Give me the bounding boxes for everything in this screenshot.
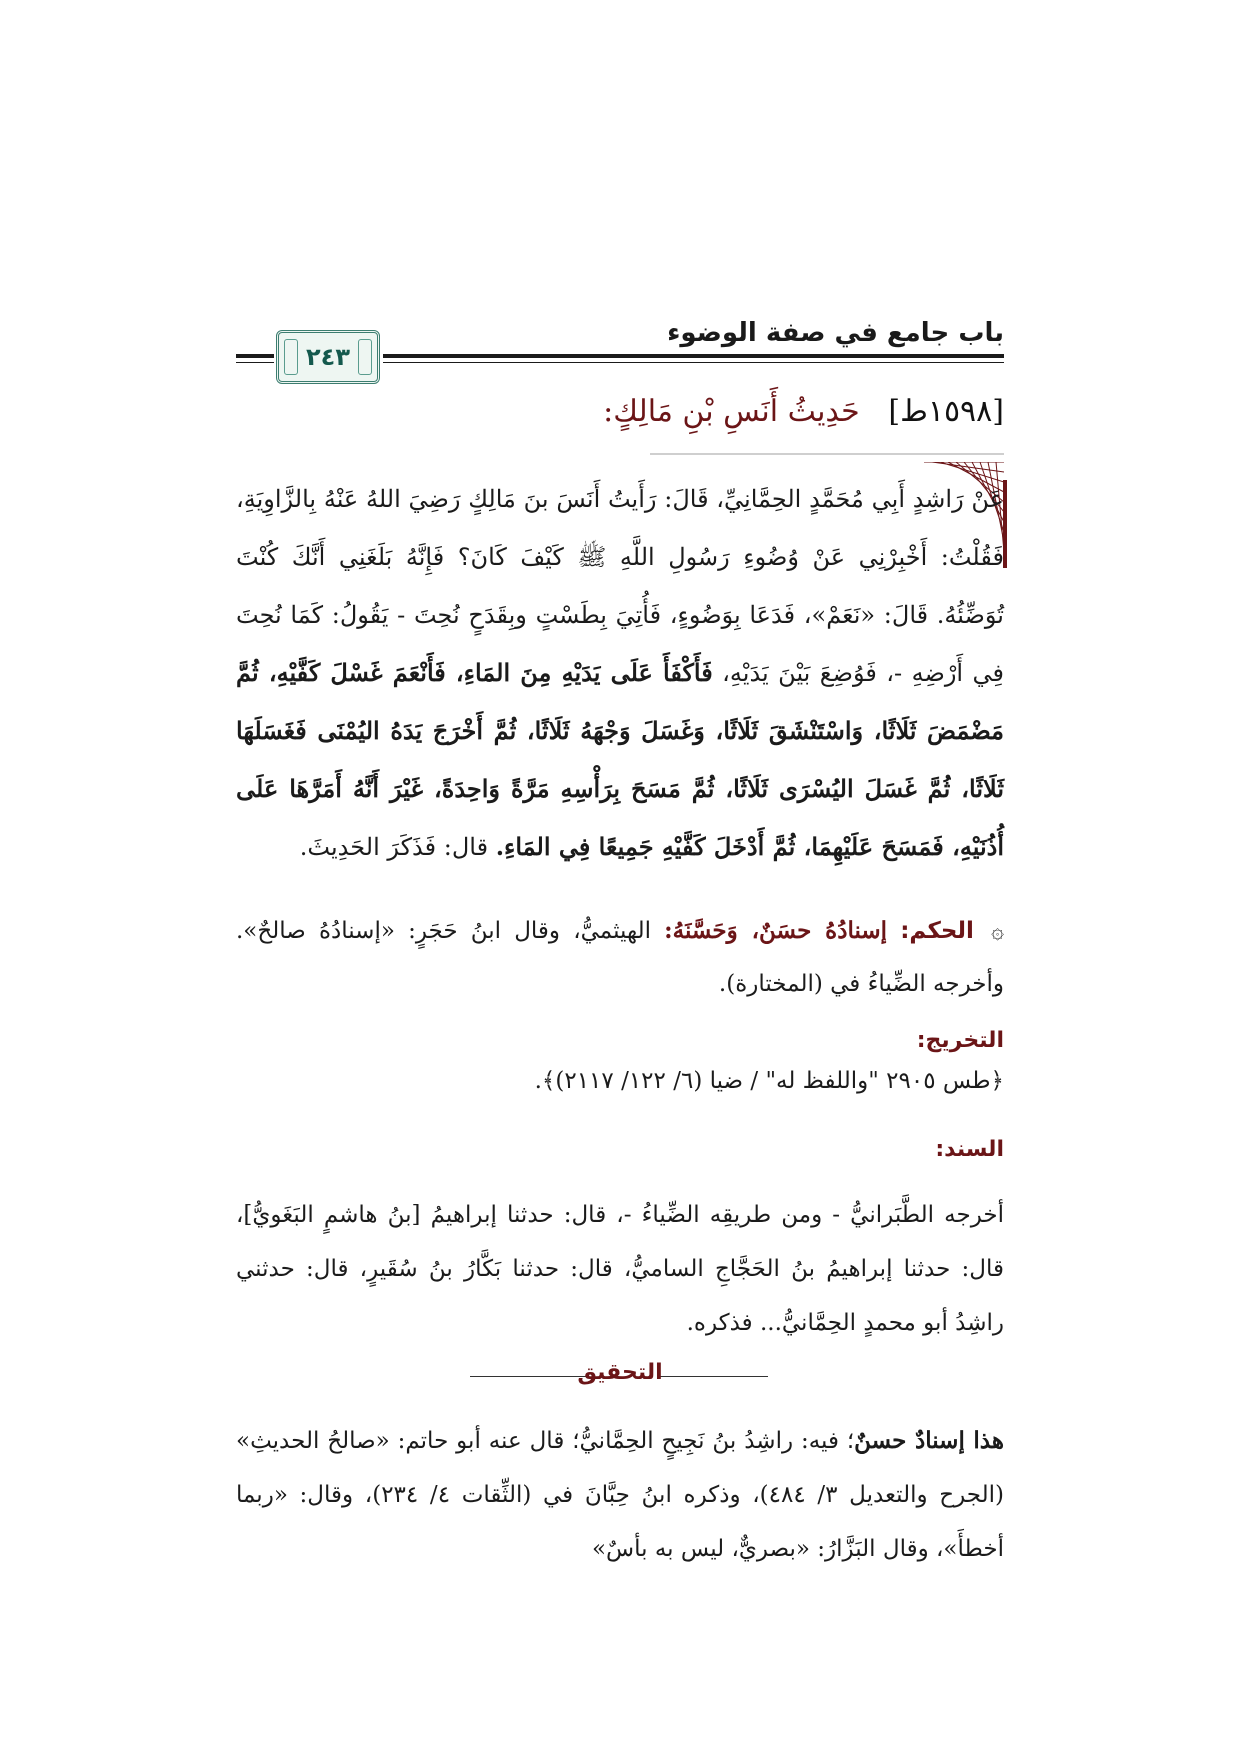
tahqiq-label: التحقيق — [577, 1360, 663, 1385]
hadith-text-bold: فَأَكْفَأَ عَلَى يَدَيْهِ مِنَ المَاءِ، فَأَنْعَمَ غَسْلَ كَفَّيْهِ، ثُمَّ مَضْمَضَ ثَلَاثًا، وَاسْتَنْشَقَ ثَلَاثًا، وَغَسَلَ وَجْهَهُ ثَلَاثًا، ثُمَّ أَخْرَجَ يَدَهُ اليُمْنَى فَغَسَلَهَا ثَلَاثًا، ثُمَّ غَسَلَ اليُسْرَى ثَلَاثًا، ثُمَّ مَسَحَ بِرَأْسِهِ مَرَّةً وَاحِدَةً، غَيْرَ أَنَّهُ أَمَرَّهَا عَلَى أُذُنَيْهِ، فَمَسَحَ عَلَيْهِمَا، ثُمَّ أَدْخَلَ كَفَّيْهِ جَمِيعًا فِي المَاءِ. — [236, 658, 1004, 861]
hadith-number: [١٥٩٨ط] — [888, 394, 1004, 429]
tahqiq-bold-start: هذا إسنادٌ حسنٌ — [854, 1427, 1005, 1454]
hadith-title: حَدِيثُ أَنَسِ بْنِ مَالِكٍ: — [603, 394, 860, 429]
hadith-text-end: قال: فَذَكَرَ الحَدِيثَ. — [299, 833, 489, 861]
hadith-text — [236, 470, 1004, 876]
ruling-label: الحكم: — [900, 918, 974, 944]
header-rule-thick — [383, 354, 1004, 358]
ruling-text: الهيثميُّ، وقال ابنُ حَجَرٍ: «إسنادُهُ صالحٌ». وأخرجه الضِّياءُ في (المختارة). — [236, 918, 1004, 997]
takhrij-label: التخريج: — [916, 1028, 1004, 1053]
heading-underline — [650, 453, 1004, 455]
sanad-text: أخرجه الطَّبَرانيُّ - ومن طريقِه الضِّياءُ -، قال: حدثنا إبراهيمُ [بنُ هاشمٍ البَغَويُّ]، قال: حدثنا إبراهيمُ بنُ الحَجَّاجِ الساميُّ، قال: حدثنا بَكَّارُ بنُ سُقَيرٍ، قال: حدثني راشِدُ أبو محمدٍ الحِمَّانيُّ... فذكره. — [236, 1202, 1004, 1336]
page-header-title: باب جامع في صفة الوضوء — [667, 318, 1004, 348]
page-number-badge — [276, 330, 380, 384]
ruling-verdict: إسنادُهُ حسَنٌ، وَحَسَّنَهُ: — [664, 917, 888, 944]
takhrij-text: ﴿طس ٢٩٠٥ "واللفظ له" / ضيا (٦/ ١٢٢/ ٢١١٧)﴾. — [534, 1068, 1004, 1094]
header-rule-thin — [383, 362, 1004, 363]
tahqiq-text — [236, 1414, 1004, 1576]
page-number: ٢٤٣ — [306, 343, 350, 371]
flower-ornament-icon: ۞ — [991, 919, 1005, 944]
hadith-heading — [603, 394, 1004, 429]
sanad-label: السند: — [935, 1137, 1004, 1162]
ruling-paragraph — [236, 905, 1004, 1010]
header-rule-left-thin — [236, 362, 274, 363]
hadith-text-plain: عَنْ رَاشِدٍ أَبِي مُحَمَّدٍ الحِمَّانِيِّ، قَالَ: رَأَيتُ أَنَسَ بنَ مَالِكٍ رَضِيَ اللهُ عَنْهُ بِالزَّاوِيَةِ، فَقُلْتُ: أَخْبِرْنِي عَنْ وُضُوءِ رَسُولِ اللَّهِ ﷺ كَيْفَ كَانَ؟ فَإِنَّهُ بَلَغَنِي أَنَّكَ كُنْتَ تُوَضِّئُهُ. قَالَ: «نَعَمْ»، فَدَعَا بِوَضُوءٍ، فَأُتِيَ بِطَسْتٍ وبِقَدَحٍ نُحِتَ - يَقُولُ: كَمَا نُحِتَ فِي أَرْضِهِ -، فَوُضِعَ بَيْنَ يَدَيْهِ، — [236, 485, 1005, 687]
header-rule-left-thick — [236, 354, 274, 358]
tahqiq-body: ؛ فيه: راشِدُ بنُ نَجِيحٍ الحِمَّانيُّ؛ قال عنه أبو حاتم: «صالحُ الحديثِ» (الجرح والتعديل ٣/ ٤٨٤)، وذكره ابنُ حِبَّانَ في (الثِّقات ٤/ ٢٣٤)، وقال: «ربما أخطأَ»، وقال البَزَّارُ: «بصريٌّ، ليس به بأسٌ» — [236, 1428, 1005, 1562]
